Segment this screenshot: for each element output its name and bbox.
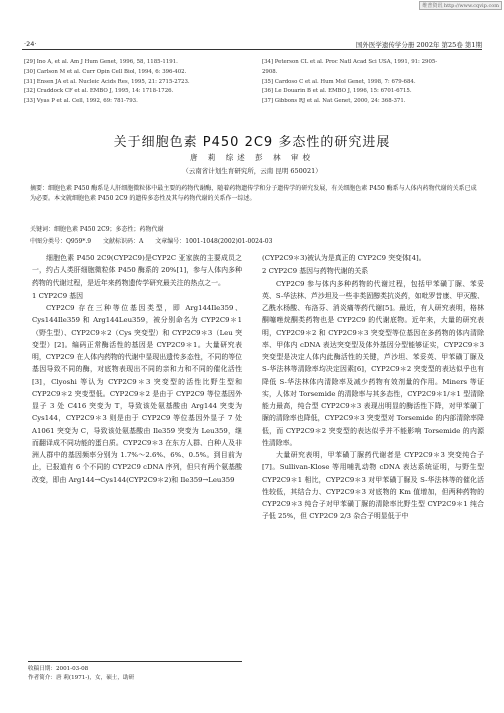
paragraph: 大量研究表明，甲苯磺丁脲药代谢者是 CYP2C9＊3 突变纯合子[7]。Sullivan-Klose 等用哺乳动物 cDNA 表达系统证明，与野生型 CYP2C9＊1 相比，CYP2C9＊3 对甲苯磺丁脲及 S-华法林等的催化活性较低，其结合力、CYP2C9＊3 对底物的 Km 值增加，但两种药物的 CYP2C9＊3 纯合子对甲苯磺丁脲的清除率比野生型 CYP2C9＊1 纯合子低 25%，但 CYP2C9 2/3 杂合子明显低于中 (262, 451, 484, 521)
paragraph: CYP2C9 存在三种等位基因类型，即 Arg144Ile359、Cys144Ile359 和 Arg144Leu359，被分别命名为 CYP2C9＊1（野生型）、CYP2C9＊2（Cys 突变型）和 CYP2C9＊3（Leu 突变型）[2]。编码正常酶活性的基因是 CYP2C9＊1。大量研究表明，CYP2C9 在人体内药物的代谢中显现出遗传多态性，不同的等位基因导致不同的酶，对底物表现出不同的亲和力和不同的催化活性[3]，Clyoshi 等认为 CYP2C9＊3 突变型的活性比野生型和 CYP2C9＊2 突变型低。CYP2C9＊2 是由于 CYP2C9 等位基因外显子 3 处 C416 突变为 T，导致该处氨基酸由 Arg144 突变为 Cys144，CYP2C9＊3 则是由于 CYP2C9 等位基因外显子 7 处 A1061 突变为 C，导致该处氨基酸由 Ile359 突变为 Leu359，继而翻译成不同功能的蛋白质。CYP2C9＊3 在东方人群、白种人及非洲人群中的基因频率分别为 1.7%～2.6%、6%、0.5%。到目前为止，已报道有 6 个不同的 CYP2C9 cDNA 序列，但只有两个氨基酸改变，即由 Arg144→Cys144(CYP2C9＊2)和 Ile359→Leu359 (32, 304, 242, 484)
watermark-stamp: 维普资讯 http://www.cqvip.com (419, 1, 502, 10)
reference-item: [32] Craddock CF et al. EMBO J, 1995, 14: 1718-1726. (24, 88, 174, 95)
paragraph: (CYP2C9＊3)被认为是真正的 CYP2C9 突变体[4]。 (262, 254, 426, 262)
reference-item: [30] Carlson M et al. Curr Opin Cell Biol, 1994, 6: 396-402. (24, 68, 187, 75)
references-left (24, 58, 239, 107)
abstract: 摘要：细胞色素 P450 酶系是人肝细胞微粒体中最主要的药物代谢酶，随着药物遗传学和分子遗传学的研究发展，有关细胞色素 P450 酶系与人体内药物代谢的关系已成为必要。本文就细胞色素 P450 2C9 的遗传多态性及其与药物代谢的关系作一综述。 (30, 185, 477, 202)
reference-item: [35] Cardoso C et al. Hum Mol Genet, 1998, 7: 679-684. (262, 78, 416, 85)
document-code: 文献标识码：A (103, 238, 144, 245)
article-number: 文章编号：1001-1048(2002)01-0024-03 (155, 238, 273, 245)
references-right (262, 58, 482, 107)
paragraph: CYP2C9 参与体内多种药物的代谢过程，包括甲苯磺丁脲、苯妥英、S-华法林、芦沙坦及一些非类固醇类抗炎药，如吡罗昔康、甲灭酸、乙酰水杨酸、布洛芬、消炎痛等药代谢[5]。最近，有人研究表明，格林酮噻唑烷酮类药物也是 CYP2C9 的代谢底物。近年来，大量的研究表明，CYP2C9＊2 和 CYP2C9＊3 突变型等位基因在多药物的体内清除率、甲体内 cDNA 表达突变型及体外基因分型能够证实，CYP2C9＊3 突变型是决定人体内此酶活性的关键，芦沙坦、苯妥英、甲苯磺丁脲及 S-华法林等清除率均决定因素[6]，CYP2C9＊2 突变型的表达似乎也有降低 S-华法林体内清除率及减少药物有效剂量的作用。Miners 等证实，人体对 Torsemide 的清除率与其多态性，CYP2C9＊1/＊1 型清除能力最高，纯合型 CYP2C9＊3 表现出明显的酶活性下降，对甲苯磺丁脲的清除率也降低，CYP2C9＊3 突变型对 Torsemide 的内部清除率降低，而 CYP2C9＊2 突变型的表达似乎并不能影响 Torsemide 的内源性清除率。 (262, 279, 484, 447)
keywords: 关键词：细胞色素 P450 2C9；多态性；药物代谢 (30, 226, 164, 233)
clc-number: 中图分类号：Q959*.9 (30, 238, 92, 245)
section-heading: 2 CYP2C9 基因与药物代谢的关系 (262, 267, 369, 276)
reference-item: [31] Ensen JA et al. Nucleic Acids Res, 1995, 21: 2715-2723. (24, 78, 190, 85)
reference-item: [36] Le Douarin B et al. EMBO J, 1996, 15: 6701-6715. (262, 88, 412, 95)
reference-item: [29] Ino A, et al. Am J Hum Genet, 1996, 58, 1185-1191. (24, 59, 178, 65)
authors: 唐 莉 综述 彭 林 审校 (190, 153, 314, 162)
affiliation: （云南省计划生育研究所，云南 昆明 650021） (182, 167, 322, 175)
running-header (22, 38, 482, 50)
reference-item: [33] Vyas P et al. Cell, 1992, 69: 781-793. (24, 98, 138, 105)
reference-item: [34] Peterson CL et al. Proc Natl Acad Sci USA, 1991, 91: 2905- (262, 59, 438, 65)
reference-item: 2908. (262, 68, 278, 75)
reference-item: [37] Gibbons RJ et al. Nat Genet, 2000, 24: 368-371. (262, 98, 406, 105)
paragraph: 细胞色素 P450 2C9(CYP2C9)是CYP2C 亚家族的主要成员之一，约占人类肝细胞微粒体 P450 酶系的 20%[1]，参与人体内多种药物的代谢过程，是近年来药物遗传学研究最关注的热点之一。 (32, 254, 242, 287)
journal-info: 国外医学遗传学分册 2002年 第25卷 第1期 (355, 41, 482, 49)
body-column-left (32, 252, 242, 486)
section-heading: 1 CYP2C9 基因 (32, 291, 84, 300)
received-date: 收稿日期：2001-03-08 (28, 666, 89, 672)
footnotes (28, 661, 242, 683)
page-number: ·24· (24, 40, 37, 48)
body-column-right (262, 252, 484, 523)
article-title: 关于细胞色素 P450 2C9 多态性的研究进展 (113, 135, 391, 150)
classification-line (30, 236, 478, 245)
author-bio: 作者简介：唐 莉(1971-)，女，硕士，助研 (28, 675, 135, 681)
